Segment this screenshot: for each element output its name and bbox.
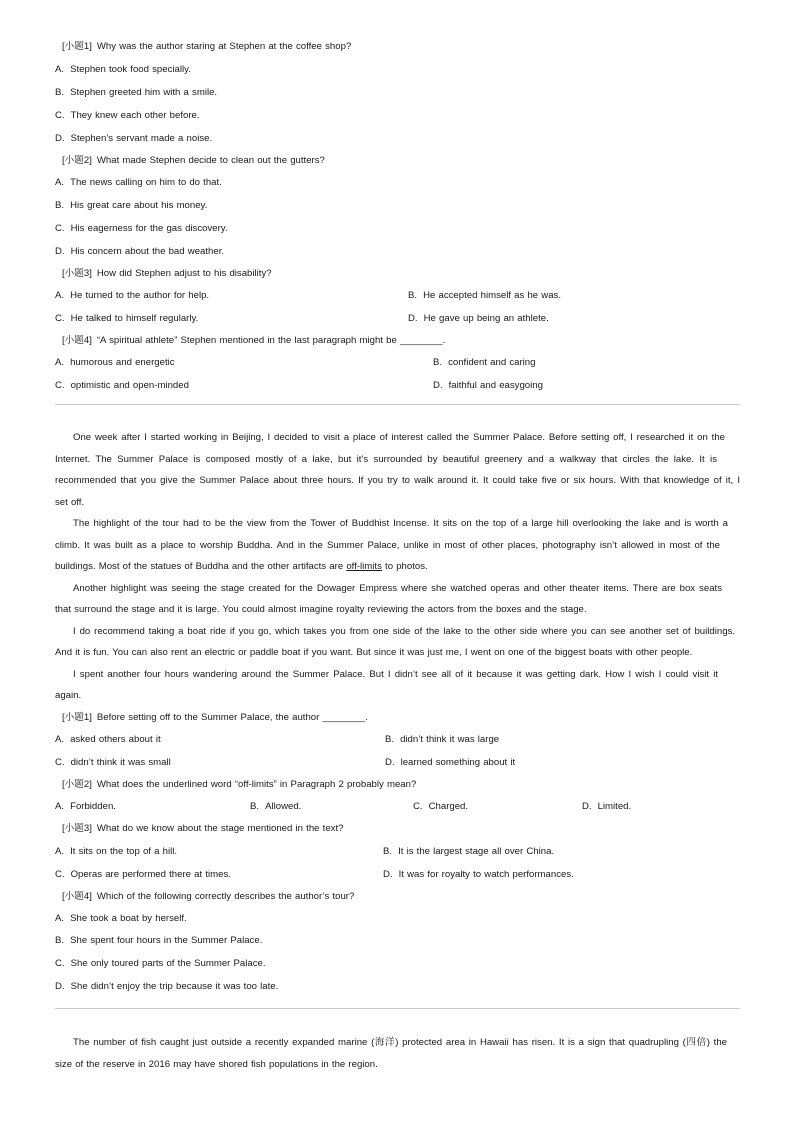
option-letter: D.: [55, 133, 65, 144]
part2-q2-option-c: [413, 800, 468, 814]
option-letter: B.: [55, 200, 65, 211]
option-letter: C.: [413, 801, 423, 812]
option-letter: D.: [582, 801, 592, 812]
option-letter: A.: [55, 357, 65, 368]
passage-line: set off.: [55, 497, 85, 508]
option-text: His great care about his money.: [70, 200, 208, 211]
option-text: faithful and easygoing: [448, 380, 543, 391]
option-text: They knew each other before.: [70, 110, 200, 121]
option-letter: A.: [55, 177, 65, 188]
question-number-label: [小题2]: [62, 155, 92, 166]
passage-line: One week after I started working in Beijing, I decided to visit a place of interest called the Summer Palace. Before setting off, I researched it on the: [73, 432, 725, 443]
question-stem-text: Which of the following correctly describes the author’s tour?: [96, 891, 355, 902]
part1-q4-option-a: [55, 356, 175, 370]
option-letter: C.: [55, 757, 65, 768]
option-text: Forbidden.: [70, 801, 116, 812]
option-text: She took a boat by herself.: [70, 913, 187, 924]
option-letter: B.: [55, 87, 65, 98]
option-text: He talked to himself regularly.: [70, 313, 199, 324]
question-number-label: [小题4]: [62, 891, 92, 902]
option-text: Stephen took food specially.: [70, 64, 191, 75]
option-letter: D.: [433, 380, 443, 391]
question-stem-text: What does the underlined word “off-limits” in Paragraph 2 probably mean?: [96, 779, 417, 790]
option-text: optimistic and open-minded: [70, 380, 189, 391]
question-number-label: [小题2]: [62, 779, 92, 790]
section-divider: [55, 404, 740, 405]
option-letter: B.: [383, 846, 393, 857]
part2-q2-option-a: [55, 800, 116, 814]
part2-q2-option-d: [582, 800, 631, 814]
option-text: He gave up being an athlete.: [423, 313, 549, 324]
option-text: asked others about it: [70, 734, 161, 745]
option-text: learned something about it: [400, 757, 516, 768]
option-letter: D.: [385, 757, 395, 768]
option-letter: B.: [385, 734, 395, 745]
part2-q4-option-a: [55, 912, 187, 926]
part2-q4-option-b: [55, 934, 262, 948]
option-letter: A.: [55, 801, 65, 812]
option-letter: B.: [250, 801, 260, 812]
passage-line: Internet. The Summer Palace is composed mostly of a lake, but it’s surrounded by beautiful greenery and a walkway that circles the lake. It is: [55, 454, 717, 465]
option-letter: D.: [408, 313, 418, 324]
part2-q1-option-a: [55, 733, 161, 747]
option-letter: C.: [55, 313, 65, 324]
part2-question-3: [62, 822, 343, 836]
question-number-label: [小题1]: [62, 712, 92, 723]
option-letter: D.: [55, 981, 65, 992]
part1-q1-option-b: [55, 86, 217, 100]
option-text: She only toured parts of the Summer Palace.: [70, 958, 266, 969]
passage-line: Another highlight was seeing the stage created for the Dowager Empress where she watched operas and other theater items. There are box seats: [73, 583, 722, 594]
passage-line: recommended that you give the Summer Palace about three hours. If you try to walk around it. It could take five or six hours. With that knowledge of it, I: [55, 475, 740, 486]
part1-question-3: [62, 267, 272, 281]
part1-q1-option-d: [55, 132, 212, 146]
passage-line: that surround the stage and it is large. You could almost imagine royalty reviewing the actors from the boxes and the stage.: [55, 604, 587, 615]
part1-q2-option-d: [55, 245, 224, 259]
option-text: She didn’t enjoy the trip because it was too late.: [70, 981, 279, 992]
passage-line: The highlight of the tour had to be the view from the Tower of Buddhist Incense. It sits on the top of a large hill overlooking the lake and is worth a: [73, 518, 728, 529]
part1-q2-option-a: [55, 176, 222, 190]
part1-q4-option-c: [55, 379, 189, 393]
passage-text: to photos.: [381, 561, 428, 572]
option-letter: B.: [433, 357, 443, 368]
option-letter: C.: [55, 380, 65, 391]
part1-q2-option-c: [55, 222, 228, 236]
option-text: confident and caring: [448, 357, 536, 368]
passage-line: I do recommend taking a boat ride if you go, which takes you from one side of the lake to the other side where you can see another set of buildings.: [73, 626, 735, 637]
option-text: Stephen’s servant made a noise.: [70, 133, 213, 144]
question-stem-text: “A spiritual athlete” Stephen mentioned in the last paragraph might be ________.: [96, 335, 446, 346]
option-letter: D.: [55, 246, 65, 257]
part2-q3-option-a: [55, 845, 177, 859]
part1-q3-option-d: [408, 312, 549, 326]
question-stem-text: How did Stephen adjust to his disability?: [96, 268, 272, 279]
option-text: Allowed.: [265, 801, 302, 812]
option-letter: A.: [55, 64, 65, 75]
option-text: didn’t think it was small: [70, 757, 171, 768]
option-letter: B.: [408, 290, 418, 301]
option-text: Operas are performed there at times.: [70, 869, 231, 880]
option-text: It is the largest stage all over China.: [398, 846, 555, 857]
passage-line: again.: [55, 690, 82, 701]
part2-q4-option-d: [55, 980, 278, 994]
option-text: His eagerness for the gas discovery.: [70, 223, 228, 234]
passage-line: The number of fish caught just outside a recently expanded marine (海洋) protected area in Hawaii has risen. It is a sign that quadrupling (四倍) the: [73, 1037, 727, 1048]
part2-q2-option-b: [250, 800, 301, 814]
underlined-word: off-limits: [346, 561, 382, 572]
part1-question-4: [62, 334, 445, 348]
part1-q1-option-a: [55, 63, 191, 77]
part1-question-2: [62, 154, 325, 168]
option-text: It was for royalty to watch performances.: [398, 869, 574, 880]
part2-q1-option-c: [55, 756, 171, 770]
part2-q4-option-c: [55, 957, 266, 971]
option-letter: C.: [55, 223, 65, 234]
part2-q3-option-c: [55, 868, 231, 882]
question-stem-text: Why was the author staring at Stephen at the coffee shop?: [96, 41, 352, 52]
question-number-label: [小题4]: [62, 335, 92, 346]
option-letter: A.: [55, 734, 65, 745]
option-letter: D.: [383, 869, 393, 880]
option-text: His concern about the bad weather.: [70, 246, 225, 257]
part1-q2-option-b: [55, 199, 207, 213]
part2-question-4: [62, 890, 354, 904]
passage-line: [55, 560, 428, 574]
part1-q4-option-d: [433, 379, 543, 393]
question-stem-text: What do we know about the stage mentioned in the text?: [96, 823, 344, 834]
question-number-label: [小题3]: [62, 268, 92, 279]
part2-q1-option-d: [385, 756, 515, 770]
option-text: He accepted himself as he was.: [423, 290, 562, 301]
option-letter: C.: [55, 869, 65, 880]
option-text: The news calling on him to do that.: [70, 177, 222, 188]
option-text: She spent four hours in the Summer Palace.: [70, 935, 263, 946]
part2-question-1: [62, 711, 368, 725]
question-stem-text: Before setting off to the Summer Palace, the author ________.: [96, 712, 368, 723]
question-number-label: [小题1]: [62, 41, 92, 52]
option-letter: A.: [55, 913, 65, 924]
option-letter: B.: [55, 935, 65, 946]
option-text: humorous and energetic: [70, 357, 175, 368]
passage-line: size of the reserve in 2016 may have shored fish populations in the region.: [55, 1059, 378, 1070]
option-letter: C.: [55, 958, 65, 969]
question-stem-text: What made Stephen decide to clean out the gutters?: [96, 155, 325, 166]
option-text: Limited.: [597, 801, 632, 812]
option-letter: C.: [55, 110, 65, 121]
passage-line: And it is fun. You can also rent an electric or paddle boat if you want. But since it was just me, I went on one of the biggest boats with other people.: [55, 647, 693, 658]
option-letter: A.: [55, 846, 65, 857]
part2-q3-option-d: [383, 868, 574, 882]
part1-q4-option-b: [433, 356, 535, 370]
option-letter: A.: [55, 290, 65, 301]
section-divider: [55, 1008, 740, 1009]
question-number-label: [小题3]: [62, 823, 92, 834]
option-text: Charged.: [428, 801, 469, 812]
part1-q1-option-c: [55, 109, 200, 123]
part2-q1-option-b: [385, 733, 499, 747]
part1-q3-option-c: [55, 312, 198, 326]
option-text: He turned to the author for help.: [70, 290, 210, 301]
part2-question-2: [62, 778, 416, 792]
passage-line: I spent another four hours wandering around the Summer Palace. But I didn’t see all of it because it was getting dark. How I wish I could visit it: [73, 669, 718, 680]
part1-q3-option-b: [408, 289, 561, 303]
part2-q3-option-b: [383, 845, 554, 859]
passage-line: climb. It was built as a place to worship Buddha. And in the Summer Palace, unlike in most of other places, photography isn’t allowed in most of the: [55, 540, 720, 551]
option-text: didn’t think it was large: [400, 734, 500, 745]
passage-text: buildings. Most of the statues of Buddha and the other artifacts are: [55, 561, 347, 572]
part1-question-1: [62, 40, 351, 54]
option-text: It sits on the top of a hill.: [70, 846, 178, 857]
option-text: Stephen greeted him with a smile.: [70, 87, 218, 98]
part1-q3-option-a: [55, 289, 209, 303]
